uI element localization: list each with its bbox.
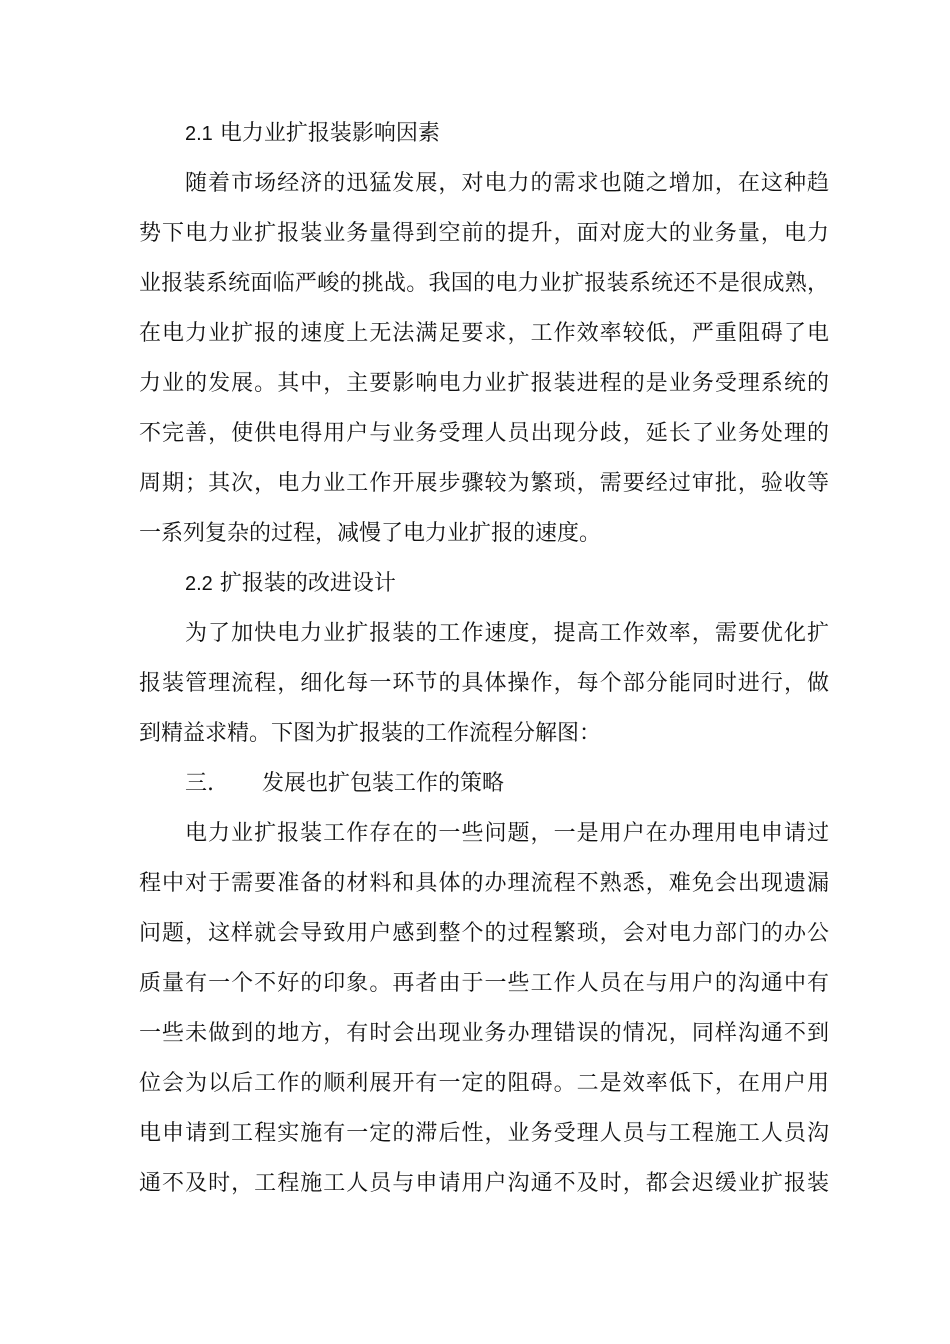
section-heading-3 <box>185 769 829 799</box>
section-number: 三. <box>185 771 214 796</box>
paragraph-line: 业报装系统面临严峻的挑战。我国的电力业扩报装系统还不是很成熟， <box>139 271 829 296</box>
paragraph-line: 不完善，使供电得用户与业务受理人员出现分歧，延长了业务处理的 <box>139 421 829 446</box>
paragraph-line: 报装管理流程，细化每一环节的具体操作，每个部分能同时进行，做 <box>139 671 829 696</box>
paragraph-line: 位会为以后工作的顺利展开有一定的阻碍。二是效率低下，在用户用 <box>139 1071 829 1096</box>
paragraph-line: 周期；其次，电力业工作开展步骤较为繁琐，需要经过审批，验收等 <box>139 471 829 496</box>
section-heading-2-2 <box>185 569 829 599</box>
section-number: 2.2 <box>185 573 213 595</box>
paragraph-line: 随着市场经济的迅猛发展，对电力的需求也随之增加，在这种趋 <box>185 171 829 196</box>
paragraph-line: 一些未做到的地方，有时会出现业务办理错误的情况，同样沟通不到 <box>139 1021 829 1046</box>
paragraph-line: 力业的发展。其中，主要影响电力业扩报装进程的是业务受理系统的 <box>139 371 829 396</box>
paragraph-line: 电力业扩报装工作存在的一些问题，一是用户在办理用电申请过 <box>185 821 829 846</box>
paragraph-line: 势下电力业扩报装业务量得到空前的提升，面对庞大的业务量，电力 <box>139 221 829 246</box>
paragraph-line: 到精益求精。下图为扩报装的工作流程分解图： <box>139 721 602 746</box>
paragraph-line: 程中对于需要准备的材料和具体的办理流程不熟悉，难免会出现遗漏 <box>139 871 829 896</box>
paragraph-line: 问题，这样就会导致用户感到整个的过程繁琐，会对电力部门的办公 <box>139 921 829 946</box>
section-title: 电力业扩报装影响因素 <box>219 121 440 146</box>
paragraph-line: 电申请到工程实施有一定的滞后性，业务受理人员与工程施工人员沟 <box>139 1121 829 1146</box>
section-heading-2-1 <box>185 119 829 149</box>
paragraph-line: 一系列复杂的过程，减慢了电力业扩报的速度。 <box>139 521 602 546</box>
paragraph-line: 质量有一个不好的印象。再者由于一些工作人员在与用户的沟通中有 <box>139 971 829 996</box>
paragraph-line: 通不及时，工程施工人员与申请用户沟通不及时，都会迟缓业扩报装 <box>139 1171 829 1196</box>
section-title: 发展也扩包装工作的策略 <box>262 771 505 796</box>
section-title: 扩报装的改进设计 <box>219 571 396 596</box>
section-number: 2.1 <box>185 123 213 145</box>
paragraph-line: 在电力业扩报的速度上无法满足要求，工作效率较低，严重阻碍了电 <box>139 321 829 346</box>
paragraph-line: 为了加快电力业扩报装的工作速度，提高工作效率，需要优化扩 <box>185 621 829 646</box>
